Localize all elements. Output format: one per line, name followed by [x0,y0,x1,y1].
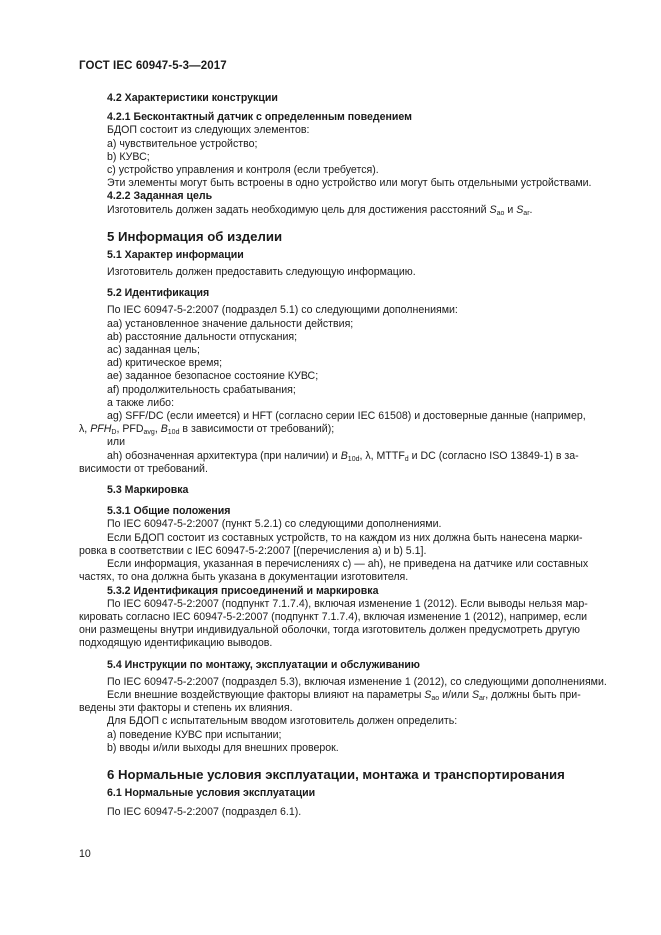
list-item: ac) заданная цель; [107,344,200,357]
section-4-2-1-heading: 4.2.1 Бесконтактный датчик с определенным поведением [107,111,413,124]
paragraph-continuation: ровка в соответствии с IEC 60947-5-2:2007 [(перечисления a) и b) 5.1]. [79,544,427,557]
list-item: ah) обозначенная архитектура (при наличии) и $B_{10d}$, λ, $MTTF_d$ и DC (согласно ISO 13849-1) в за- [107,449,579,463]
paragraph: Если информация, указанная в перечислениях c) — ah), не приведена на датчике или составных [107,558,589,571]
paragraph: БДОП состоит из следующих элементов: [107,124,310,137]
section-5-1-heading: 5.1 Характер информации [107,248,244,261]
paragraph: Если БДОП состоит из составных устройств, то на каждом из них должна быть нанесена марки- [107,531,583,544]
list-item: b) КУВС; [107,150,150,163]
paragraph: По IEC 60947-5-2:2007 (подраздел 5.3), включая изменение 1 (2012), со следующими дополнениями. [107,675,607,688]
list-item: a) поведение КУВС при испытании; [107,728,282,741]
section-6-heading: 6 Нормальные условия эксплуатации, монтажа и транспортирования [107,766,565,782]
list-item: af) продолжительность срабатывания; [107,383,296,396]
section-5-4-heading: 5.4 Инструкции по монтажу, эксплуатации и обслуживанию [107,658,420,671]
paragraph: По IEC 60947-5-2:2007 (пункт 5.2.1) со следующими дополнениями. [107,518,442,531]
list-item: a) чувствительное устройство; [107,137,258,150]
document-header: ГОСТ IEC 60947-5-3—2017 [79,60,227,72]
paragraph: По IEC 60947-5-2:2007 (подраздел 6.1). [107,806,302,819]
paragraph: или [107,436,126,449]
paragraph-continuation: частях, то она должна быть указана в документации изготовителя. [79,571,409,584]
section-5-3-heading: 5.3 Маркировка [107,484,189,497]
list-item: c) устройство управления и контроля (если требуется). [107,164,379,177]
page-number: 10 [79,848,91,860]
paragraph: По IEC 60947-5-2:2007 (подраздел 5.1) со следующими дополнениями: [107,304,458,317]
paragraph: Для БДОП с испытательным вводом изготовитель должен определить: [107,715,458,728]
paragraph: а также либо: [107,396,175,409]
list-item-continuation: висимости от требований. [79,462,208,475]
list-item: aa) установленное значение дальности действия; [107,317,354,330]
list-item: ag) SFF/DC (если имеется) и HFT (согласно серии IEC 61508) и достоверные данные (например, [107,410,586,423]
list-item: ab) расстояние дальности отпускания; [107,330,298,343]
paragraph: Изготовитель должен предоставить следующую информацию. [107,266,416,279]
document-body [79,92,614,819]
list-item-continuation: λ, $PFH_D$, $PFD_{avg}$, $B_{10d}$ в зависимости от требований); [79,423,335,437]
section-5-heading: 5 Информация об изделии [107,228,283,244]
paragraph-continuation: кировать согласно IEC 60947-5-2:2007 (подпункт 7.1.7.4), включая изменение 1 (2012), например, если [79,610,588,623]
section-4-2-heading: 4.2 Характеристики конструкции [107,92,278,104]
paragraph-continuation: ведены эти факторы и степень их влияния. [79,702,293,715]
paragraph-continuation: подходящую идентификацию выводов. [79,637,273,650]
paragraph: Если внешние воздействующие факторы влияют на параметры $S_{ao}$ и/или $S_{ar}$, должны быть при- [107,688,581,702]
section-5-2-heading: 5.2 Идентификация [107,287,210,300]
list-item: ad) критическое время; [107,357,223,370]
list-item: ae) заданное безопасное состояние КУВС; [107,370,319,383]
section-5-3-2-heading: 5.3.2 Идентификация присоединений и маркировка [107,584,379,597]
paragraph: По IEC 60947-5-2:2007 (подпункт 7.1.7.4), включая изменение 1 (2012). Если выводы нельзя мар- [107,597,588,610]
list-item: b) вводы и/или выходы для внешних проверок. [107,741,339,754]
section-4-2-2-heading: 4.2.2 Заданная цель [107,190,213,203]
section-5-3-1-heading: 5.3.1 Общие положения [107,505,231,518]
paragraph: Изготовитель должен задать необходимую цель для достижения расстояний $S_{ao}$ и $S_{ar}$. [107,203,533,217]
section-6-1-heading: 6.1 Нормальные условия эксплуатации [107,786,316,799]
paragraph: Эти элементы могут быть встроены в одно устройство или могут быть отдельными устройствами. [107,177,592,190]
paragraph-continuation: они размещены внутри индивидуальной оболочки, тогда изготовитель должен предусмотреть другую [79,624,580,637]
